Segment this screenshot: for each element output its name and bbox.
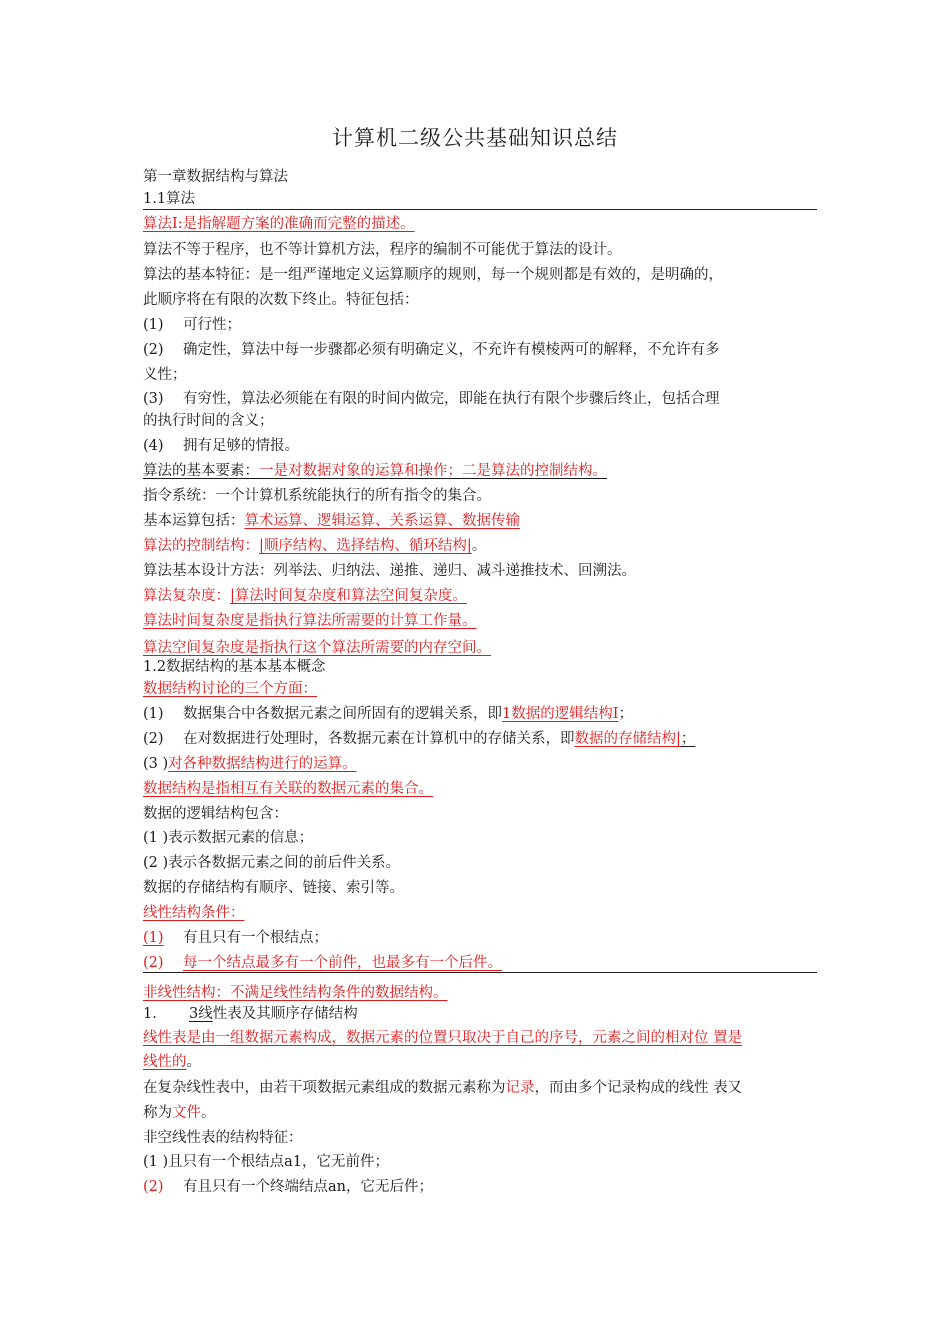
algorithm-elements	[143, 461, 607, 481]
chapter-heading: 第一章数据结构与算法	[143, 169, 288, 185]
list-item	[143, 928, 328, 948]
text: 在复杂线性表中，由若干项数据元素组成的数据元素称为	[143, 1080, 506, 1096]
list-text: 拥有足够的情报。	[183, 438, 299, 454]
list-text: 数据集合中各数据元素之间所固有的逻辑关系，即	[183, 706, 502, 722]
complexity	[143, 586, 467, 606]
list-number: (2)	[143, 731, 164, 747]
paragraph: 数据的逻辑结构包含：	[143, 806, 288, 822]
section-heading-1-1: 1.1算法	[143, 191, 196, 207]
underlined-text: 3线	[189, 1006, 213, 1022]
highlight-text: 一是对数据对象的运算和操作；二是算法的控制结构。	[259, 463, 607, 479]
linear-conditions: 线性结构条件：	[143, 905, 245, 921]
list-text: 有且只有一个终端结点an，它无后件；	[183, 1179, 433, 1195]
highlight-text: 线性的	[143, 1054, 187, 1070]
highlight-text: |算法时间复杂度和算法空间复杂度。	[230, 588, 467, 604]
list-text: 确定性，算法中每一步骤都必须有明确定义，不充许有模棱两可的解释，不允许有多	[183, 342, 720, 358]
paragraph: 指令系统：一个计算机系统能执行的所有指令的集合。	[143, 488, 491, 504]
paragraph	[143, 1052, 201, 1072]
list-number: (1)	[143, 930, 164, 946]
section-heading-1-2: 1.2数据结构的基本基本概念	[143, 659, 326, 675]
list-item	[143, 953, 502, 973]
list-number: (2)	[143, 1179, 164, 1195]
list-number: (1)	[143, 317, 164, 333]
list-item	[143, 436, 299, 456]
label: 算法的基本要素：	[143, 463, 259, 479]
list-text: 在对数据进行处理时，各数据元素在计算机中的存储关系，即	[183, 731, 575, 747]
heading-text: 性表及其顺序存储结构	[212, 1006, 358, 1022]
list-item	[143, 1177, 433, 1197]
list-number: (2)	[143, 342, 164, 358]
highlight-text: 1数据的逻辑结构I	[502, 706, 619, 722]
algorithm-definition: 算法I:是指解题方案的准确而完整的描述。	[143, 216, 415, 232]
highlight-text: 算术运算、逻辑运算、关系运算、数据传输	[244, 513, 520, 529]
list-item	[143, 315, 241, 335]
list-number: (3)	[143, 391, 164, 407]
label: 算法复杂度：	[143, 588, 230, 604]
list-item	[143, 389, 720, 409]
space-complexity: 算法空间复杂度是指执行这个算法所需要的内存空间。	[143, 640, 491, 656]
label: 算法的控制结构：	[143, 538, 259, 554]
text: ，而由多个记录构成的线性 表又	[534, 1080, 743, 1096]
basic-operations	[143, 511, 520, 531]
time-complexity: 算法时间复杂度是指执行算法所需要的计算工作量。	[143, 613, 477, 629]
ds-three-aspects: 数据结构讨论的三个方面：	[143, 681, 317, 697]
list-number: (1)	[143, 706, 164, 722]
paragraph: 义性；	[143, 367, 187, 383]
list-item: (2 )表示各数据元素之间的前后件关系。	[143, 855, 401, 871]
highlight-text: 文件	[172, 1105, 201, 1121]
section-heading-1-3	[143, 1004, 358, 1024]
section-rule	[143, 972, 817, 973]
paragraph: 的执行时间的含义；	[143, 413, 274, 429]
paragraph: 数据的存储结构有顺序、链接、索引等。	[143, 880, 404, 896]
punctuation: 。	[201, 1105, 216, 1121]
punctuation: ；	[618, 706, 633, 722]
list-item: (1 )且只有一个根结点a1，它无前件；	[143, 1154, 390, 1170]
paragraph: 算法基本设计方法：列举法、归纳法、递推、递归、减斗递推技术、回溯法。	[143, 563, 636, 579]
list-text: 有且只有一个根结点；	[183, 930, 328, 946]
paragraph	[143, 1103, 216, 1123]
highlight-text: 记录	[505, 1080, 535, 1096]
paragraph: 算法的基本特征：是一组严谨地定义运算顺序的规则，每一个规则都是有效的，是明确的，	[143, 267, 723, 283]
highlight-text: 数据的存储结构|	[574, 731, 681, 747]
label: 基本运算包括：	[143, 513, 245, 529]
list-item: (1 )表示数据元素的信息；	[143, 830, 314, 846]
linear-list-definition: 线性表是由一组数据元素构成，数据元素的位置只取决于自己的序号，元素之间的相对位 置是	[143, 1030, 743, 1046]
list-item	[143, 704, 633, 724]
list-item	[143, 754, 357, 774]
list-text: 有穷性，算法必须能在有限的时间内做完，即能在执行有限个步骤后终止，包括合理	[183, 391, 720, 407]
section-rule	[143, 209, 817, 210]
punctuation: ；	[680, 731, 696, 747]
list-number: (2)	[143, 955, 164, 971]
paragraph	[143, 1078, 742, 1098]
highlight-text: |顺序结构、选择结构、循环结构|	[259, 538, 472, 554]
list-text: 可行性；	[183, 317, 241, 333]
list-number: (3 )	[143, 756, 169, 772]
nonlinear-definition: 非线性结构：不满足线性结构条件的数据结构。	[143, 985, 448, 1001]
paragraph: 此顺序将在有限的次数下终止。特征包括：	[143, 292, 419, 308]
list-item	[143, 340, 720, 360]
punctuation: 。	[186, 1054, 201, 1070]
punctuation: 。	[471, 538, 487, 554]
page-title: 计算机二级公共基础知识总结	[332, 126, 618, 150]
paragraph: 算法不等于程序，也不等计算机方法，程序的编制不可能优于算法的设计。	[143, 242, 622, 258]
paragraph: 非空线性表的结构特征：	[143, 1130, 303, 1146]
list-number: 1.	[143, 1006, 157, 1022]
control-structure	[143, 536, 486, 556]
ds-definition: 数据结构是指相互有关联的数据元素的集合。	[143, 781, 433, 797]
text: 称为	[143, 1105, 172, 1121]
list-number: (4)	[143, 438, 164, 454]
list-text: 每一个结点最多有一个前件，也最多有一个后件。	[183, 955, 502, 971]
list-item	[143, 729, 695, 749]
highlight-text: 对各种数据结构进行的运算。	[168, 756, 357, 772]
